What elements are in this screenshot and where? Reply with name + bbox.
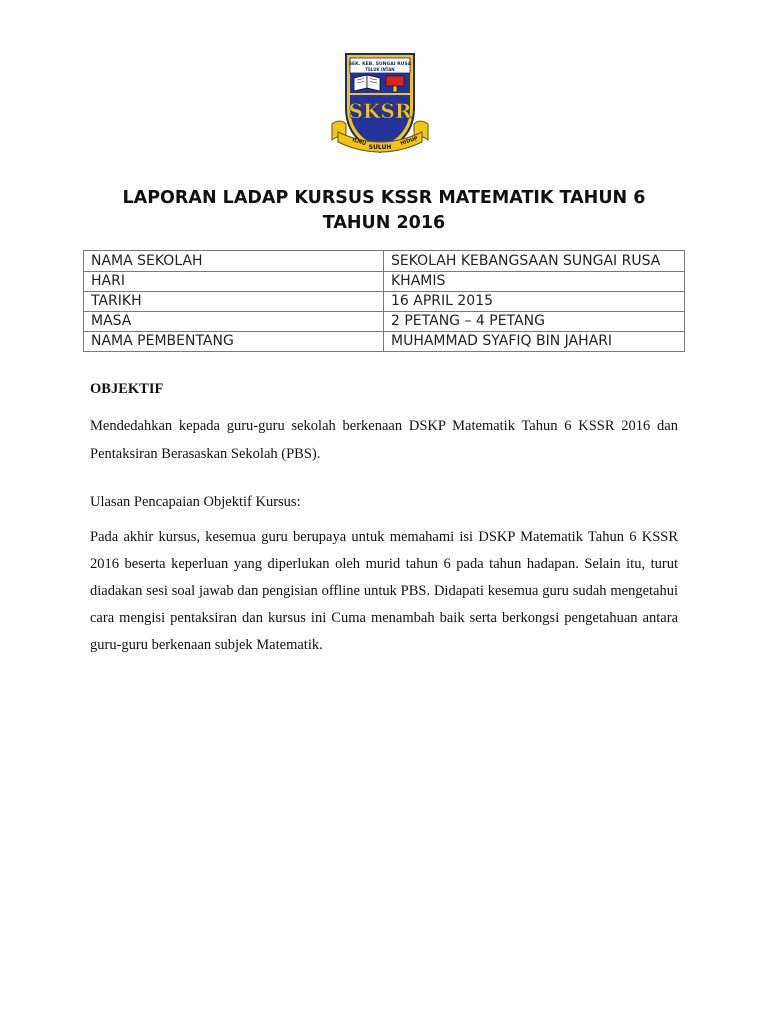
report-title-line1: LAPORAN LADAP KURSUS KSSR MATEMATIK TAHUN 6 (122, 188, 646, 208)
table-key-cell: MASA (84, 312, 384, 332)
report-title-line2: TAHUN 2016 (322, 213, 446, 233)
crest-ribbon-right: HIDUP (399, 135, 419, 147)
info-table (83, 250, 685, 352)
crest-letters: SKSR (348, 99, 412, 123)
table-value-cell: SEKOLAH KEBANGSAAN SUNGAI RUSA (384, 251, 685, 272)
report-title (90, 186, 678, 236)
table-row (84, 312, 685, 332)
crest-banner-line2: TELUK INTAN (365, 67, 395, 72)
crest-ribbon-left: ILMU (351, 137, 367, 148)
review-text: Pada akhir kursus, kesemua guru berupaya untuk memahami isi DSKP Matematik Tahun 6 KSSR 2016 beserta keperluan yang diperlukan oleh murid tahun 6 pada tahun hadapan. Selain itu, turut diadakan sesi soal jawab dan pengisian offline untuk PBS. Didapati kesemua guru sudah mengetahui cara mengisi pentaksiran dan kursus ini Cuma menambah baik serta berkongsi pengetahuan antara guru-guru berkenaan subjek Matematik. (90, 529, 678, 653)
table-key-cell: HARI (84, 272, 384, 292)
review-label: Ulasan Pencapaian Objektif Kursus: (90, 494, 301, 510)
school-crest-logo (330, 48, 430, 160)
table-row (84, 272, 685, 292)
table-key-cell: NAMA SEKOLAH (84, 251, 384, 272)
table-value-cell: 16 APRIL 2015 (384, 292, 685, 312)
table-row (84, 332, 685, 352)
table-value-cell: 2 PETANG – 4 PETANG (384, 312, 685, 332)
table-key-cell: TARIKH (84, 292, 384, 312)
objective-text: Mendedahkan kepada guru-guru sekolah berkenaan DSKP Matematik Tahun 6 KSSR 2016 dan Pentaksiran Berasaskan Sekolah (PBS). (90, 418, 678, 462)
crest-banner-line1: SEK. KEB. SUNGAI RUSA (348, 62, 412, 67)
table-value-cell: MUHAMMAD SYAFIQ BIN JAHARI (384, 332, 685, 352)
objective-heading: OBJEKTIF (90, 381, 164, 397)
table-key-cell: NAMA PEMBENTANG (84, 332, 384, 352)
table-row (84, 292, 685, 312)
table-row (84, 251, 685, 272)
crest-ribbon-center: SULUH (368, 144, 392, 151)
table-value-cell: KHAMIS (384, 272, 685, 292)
